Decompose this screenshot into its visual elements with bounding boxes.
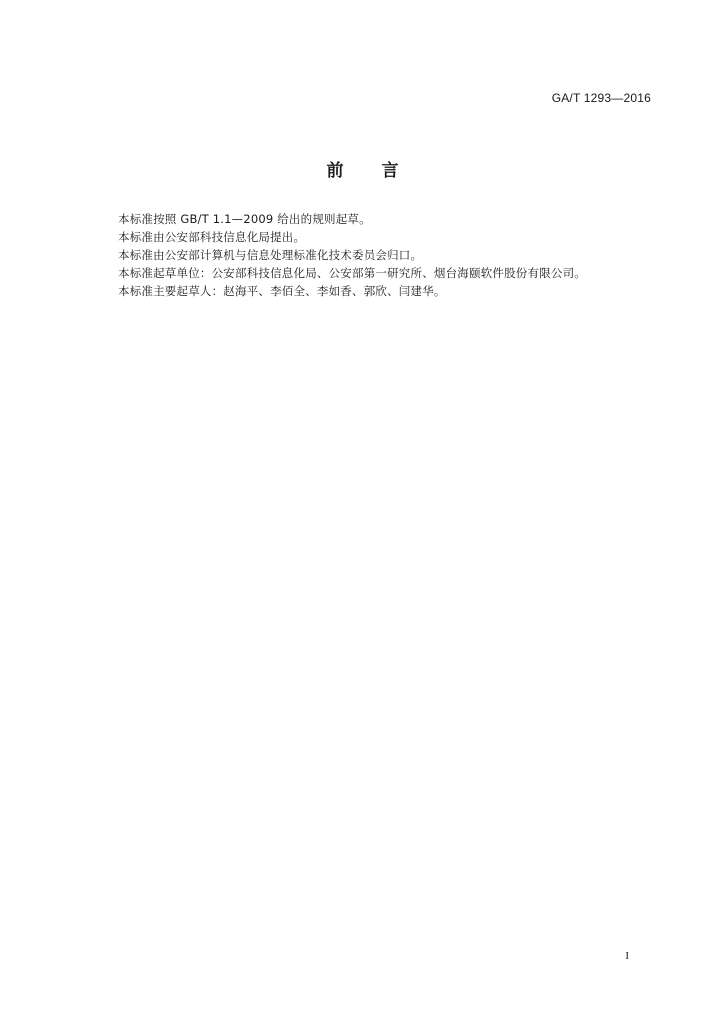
- paragraph-drafting-units: 本标准起草单位：公安部科技信息化局、公安部第一研究所、烟台海颐软件股份有限公司。: [118, 266, 586, 280]
- title-char-2: 言: [381, 161, 399, 181]
- title-char-1: 前: [326, 161, 344, 181]
- paragraph-drafting-rules: 本标准按照 GB/T 1.1—2009 给出的规则起草。: [118, 212, 371, 226]
- page-number: I: [625, 950, 629, 962]
- standard-code: GA/T 1293—2016: [551, 91, 651, 105]
- page-title: [0, 156, 725, 181]
- paragraph-proposer: 本标准由公安部科技信息化局提出。: [118, 230, 306, 244]
- paragraph-governing-committee: 本标准由公安部计算机与信息处理标准化技术委员会归口。: [118, 248, 423, 262]
- paragraph-drafters: 本标准主要起草人：赵海平、李佰全、李如香、郭欣、闫建华。: [118, 284, 446, 298]
- foreword-body: [118, 210, 638, 300]
